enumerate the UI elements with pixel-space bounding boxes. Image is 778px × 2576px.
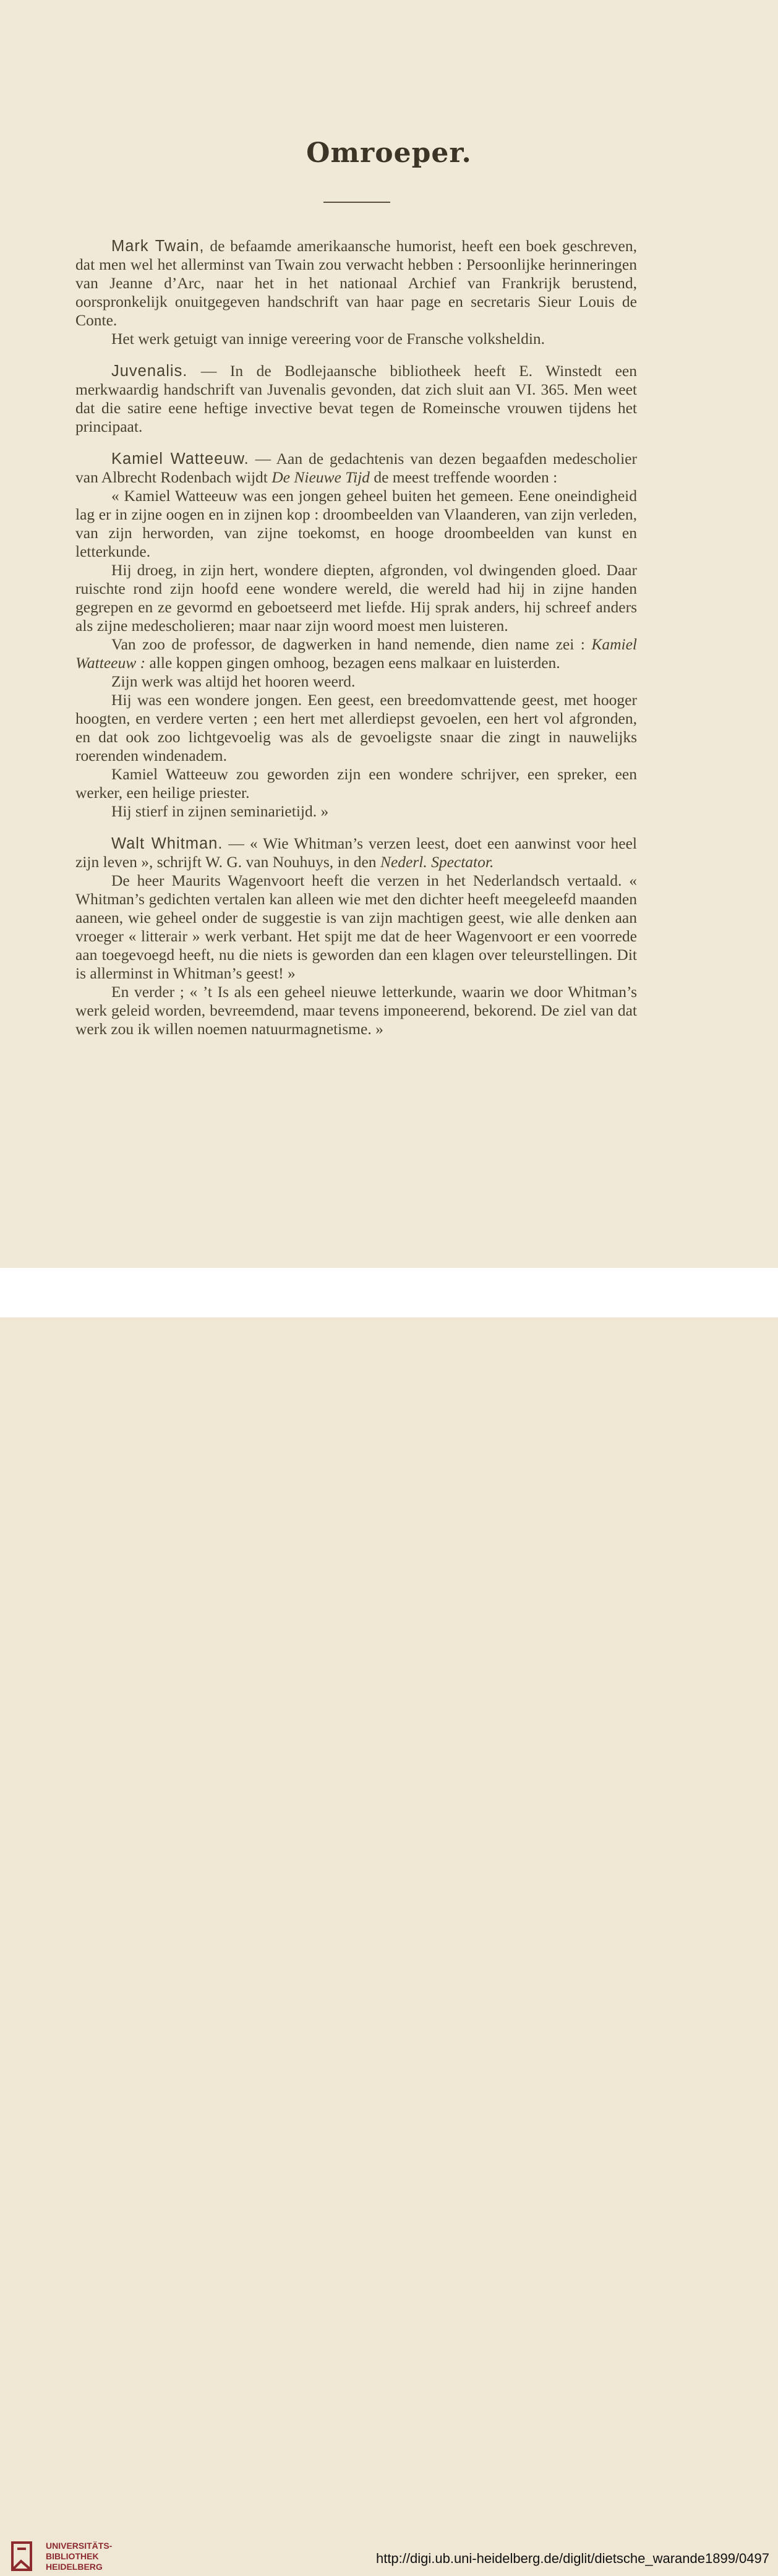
section-text: de befaamde amerikaansche humorist, heeft een boek geschreven, dat men wel het allerminst van Twain zou verwacht hebben : Persoonlijke herinneringen van Jeanne d’Arc, naar het in het nationaal Archief van Frankrijk berustend, oorspronkelijk onuitgegeven handschrift van haar page en secretaris Sieur Louis de Conte. (75, 237, 637, 329)
paragraph: Kamiel Watteeuw zou geworden zijn een wondere schrijver, een spreker, een werker, een heilige priester. (75, 765, 637, 802)
ub-heidelberg-logo-icon (9, 2539, 37, 2576)
article-body (75, 237, 637, 1038)
paragraph: Hij droeg, in zijn hert, wondere diepten, afgronden, vol dwingenden gloed. Daar ruischte rond zijn hoofd eene wondere wereld, die wereld had hij in zijne handen gegrepen en ze gevormd en geboetseerd met liefde. Hij sprak anders, hij schreef anders als zijne medescholieren; maar naar zijn woord moest men luisteren. (75, 561, 637, 635)
institution-line: HEIDELBERG (46, 2562, 103, 2572)
paragraph-text: alle koppen gingen omhoog, bezagen eens malkaar en luisterden. (145, 654, 560, 672)
section-text: — In de Bodlejaansche bibliotheek heeft E. Winstedt een merkwaardig handschrift van Juvenalis gevonden, dat zich sluit aan VI. 365. Men weet dat die satire eene heftige invective bevat tegen de Romeinsche vrouwen tijdens het principaat. (75, 362, 637, 435)
paragraph: Zijn werk was altijd het hooren weerd. (111, 672, 356, 690)
quoted-name: Kamiel Watteeuw : (75, 635, 637, 672)
publication-title: Nederl. Spectator. (380, 853, 494, 871)
section-heading: Walt Whitman. (111, 835, 223, 852)
digitization-footer (0, 1268, 778, 2572)
section-text: — Aan de gedachtenis van dezen begaafden medescholier van Albrecht Rodenbach wijdt (75, 450, 637, 486)
paragraph: De heer Maurits Wagenvoort heeft die verzen in het Nederlandsch vertaald. « Whitman’s gedichten vertalen kan alleen wie met den dichter heeft meegeleefd maanden aaneen, wie geheel onder de suggestie is van zijn machtigen geest, wie alle denken aan vroeger « litterair » werk verbant. Het spijt me dat de heer Wagenvoort er een voorrede aan toegevoegd heeft, nu die niets is geworden dan een klagen over teleurstellingen. Dit is allerminst in Whitman’s geest! » (75, 871, 637, 982)
publication-title: De Nieuwe Tijd (271, 468, 370, 486)
title-rule (323, 202, 390, 203)
section-heading: Kamiel Watteeuw. (111, 450, 249, 468)
paragraph: Hij stierf in zijnen seminarietijd. » (111, 802, 329, 820)
paragraph (75, 635, 637, 672)
paragraph: En verder ; « ’t Is als een geheel nieuwe letterkunde, waarin we door Whitman’s werk geleid worden, bevreemdend, maar tevens imponeerend, bekorend. De ziel van dat werk zou ik willen noemen natuurmagnetisme. » (75, 983, 637, 1038)
section-walt-whitman (75, 834, 637, 871)
institution-name (46, 2541, 112, 2572)
section-heading: Mark Twain, (111, 237, 205, 255)
paragraph: Hij was een wondere jongen. Een geest, een breedomvattende geest, met hooger hoogten, en verdere verten ; een hert met allerdiepst gevoelen, een hert vol afgronden, en dat ook zoo lichtgevoelig was als de gevoeligste snaar die zingt in nauwelijks roerenden windenadem. (75, 691, 637, 764)
section-kamiel-watteeuw (75, 450, 637, 487)
institution-line: BIBLIOTHEK (46, 2551, 99, 2561)
section-text: — « Wie Whitman’s verzen leest, doet een aanwinst voor heel zijn leven », schrijft W. G. van Nouhuys, in den (75, 834, 637, 871)
source-url-link[interactable]: http://digi.ub.uni-heidelberg.de/diglit/dietsche_warande1899/0497 (375, 2551, 769, 2566)
section-mark-twain (75, 237, 637, 330)
section-heading: Juvenalis. (111, 362, 188, 380)
paragraph: Het werk getuigt van innige vereering voor de Fransche volksheldin. (111, 330, 545, 348)
page-title: Omroeper. (306, 137, 472, 169)
section-text: de meest treffende woorden : (369, 468, 558, 486)
section-juvenalis (75, 362, 637, 436)
paragraph: « Kamiel Watteeuw was een jongen geheel buiten het gemeen. Eene oneindigheid lag er in zijne oogen en in zijnen kop : droombeelden van Vlaanderen, van zijn verleden, van zijn herworden, van zijne toekomst, en hooge droombeelden van kunst en letterkunde. (75, 487, 637, 560)
institution-line: UNIVERSITÄTS- (46, 2541, 113, 2551)
paragraph-text: Van zoo de professor, de dagwerken in hand nemende, dien name zei : (111, 635, 592, 653)
